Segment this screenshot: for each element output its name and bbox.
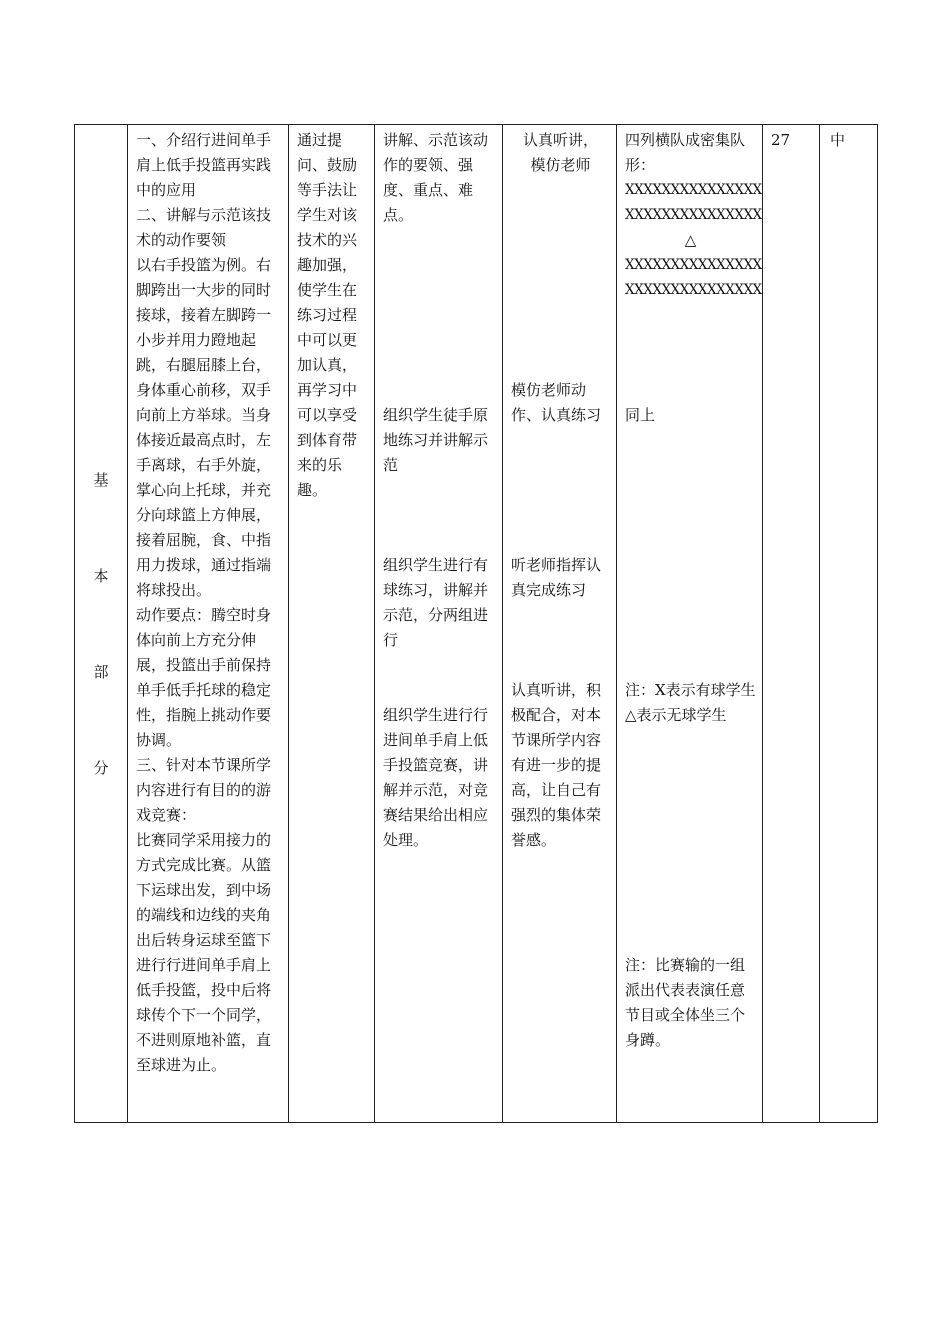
lesson-plan-table [74, 124, 878, 1123]
teacher-activity-cell [375, 125, 503, 1123]
formation-title: 四列横队成密集队形： [625, 131, 746, 174]
student-activity: 听老师指挥认真完成练习 [511, 556, 602, 599]
time-value: 27 [771, 131, 791, 149]
content-paragraph: 比赛同学采用接力的方式完成比赛。从篮下运球出发，到中场的端线和边线的夹角出后转身运球至篮下进行行进间单手肩上低手投篮，投中后将球传个下一个同学，不进则原地补篮，直至球进为止。 [136, 831, 272, 1074]
intensity-value: 中 [830, 131, 846, 149]
formation-row: XXXXXXXXXXXXXXX [625, 207, 762, 223]
teacher-activity: 组织学生进行有球练习，讲解并示范，分两组进行 [383, 556, 489, 649]
student-activity-cell [503, 125, 617, 1123]
student-activity: 认真听讲，模仿老师 [522, 131, 598, 174]
section-label-char: 基 [93, 470, 109, 489]
intensity-cell [820, 125, 878, 1123]
teacher-activity: 讲解、示范该动作的要领、强度、重点、难点。 [383, 131, 489, 224]
triangle-marker: △ [684, 231, 697, 249]
time-cell [763, 125, 820, 1123]
teacher-activity: 组织学生进行行进间单手肩上低手投篮竞赛，讲解并示范，对竞赛结果给出相应处理。 [383, 706, 489, 849]
teacher-activity: 组织学生徒手原地练习并讲解示范 [383, 406, 489, 474]
content-cell [128, 125, 289, 1123]
table-row [75, 125, 878, 1123]
section-label-cell [75, 125, 128, 1123]
organization-cell [617, 125, 763, 1123]
content-paragraph: 三、针对本节课所学内容进行有目的的游戏竞赛： [136, 756, 272, 824]
content-paragraph: 一、介绍行进间单手肩上低手投篮再实践中的应用 [136, 131, 272, 199]
formation-row: XXXXXXXXXXXXXXX [625, 182, 762, 198]
content-paragraph: 动作要点：腾空时身体向前上方充分伸展，投篮出手前保持单手低手托球的稳定性，指腕上挑动作要协调。 [136, 606, 272, 749]
content-paragraph: 以右手投篮为例。右脚跨出一大步的同时接球，接着左脚跨一小步并用力蹬地起跳，右腿屈膝上台，身体重心前移，双手向前上方举球。当身体接近最高点时，左手离球，右手外旋，掌心向上托球，并充分向球篮上方伸展，接着屈腕，食、中指用力拨球，通过指端将球投出。 [136, 256, 272, 599]
penalty-note: 注：比赛输的一组派出代表表演任意节目或全体坐三个身蹲。 [625, 956, 746, 1049]
formation-row: XXXXXXXXXXXXXXX [625, 257, 762, 273]
same-as-above: 同上 [625, 406, 656, 424]
purpose-cell [289, 125, 375, 1123]
purpose-text: 通过提问、鼓励等手法让学生对该技术的兴趣加强，使学生在练习过程中可以更加认真，再学习中可以享受到体育带来的乐趣。 [297, 131, 358, 499]
section-label-char: 部 [93, 662, 109, 681]
section-label-char: 分 [93, 758, 109, 777]
legend-note: 注：X表示有球学生 △表示无球学生 [625, 681, 761, 724]
student-activity: 模仿老师动作、认真练习 [511, 381, 602, 424]
content-paragraph: 二、讲解与示范该技术的动作要领 [136, 206, 272, 249]
formation-row: XXXXXXXXXXXXXXX [625, 282, 762, 298]
student-activity: 认真听讲，积极配合，对本节课所学内容有进一步的提高，让自己有强烈的集体荣誉感。 [511, 681, 602, 849]
section-label-char: 本 [93, 566, 109, 585]
